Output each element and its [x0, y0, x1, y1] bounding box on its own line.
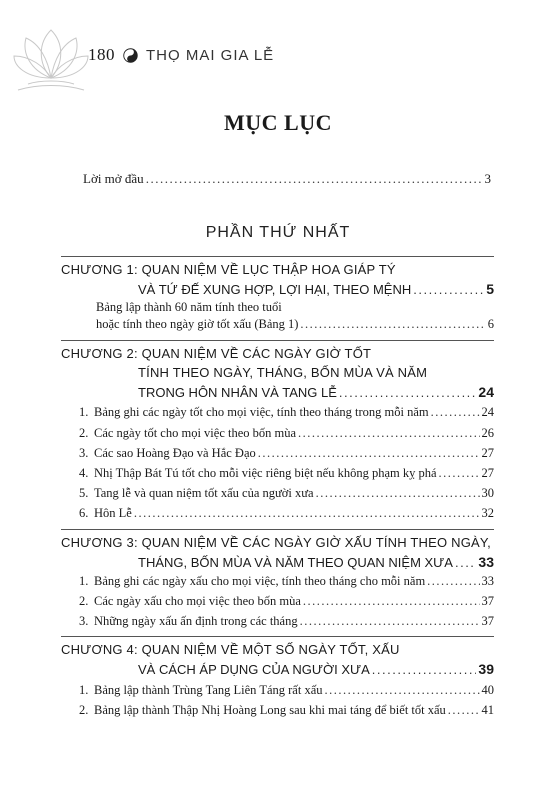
dot-leader — [431, 405, 480, 420]
entry-number: 3. — [79, 446, 89, 460]
dot-leader — [298, 426, 479, 441]
chapter-divider — [61, 340, 494, 341]
entry-number: 3. — [79, 614, 89, 628]
entry-number: 1. — [79, 574, 89, 588]
toc-page-number: 32 — [481, 506, 494, 520]
chapter-4-heading-line2[interactable] — [138, 661, 494, 677]
chapter-3-heading-line2[interactable] — [138, 554, 494, 570]
toc-page-number: 27 — [481, 466, 494, 480]
toc-page-number: 26 — [481, 426, 494, 440]
entry-number: 1. — [79, 405, 89, 419]
toc-entry-label: Bảng lập thành 60 năm tính theo tuổi — [96, 300, 282, 314]
toc-entry[interactable] — [79, 683, 494, 698]
chapter-heading-text: TRONG HÔN NHÂN VÀ TANG LỄ — [138, 385, 337, 400]
page-title: MỤC LỤC — [224, 110, 332, 135]
toc-entry-label: Tang lễ và quan niệm tốt xấu của người xưa — [94, 486, 314, 500]
toc-page-number: 3 — [484, 171, 491, 186]
toc-entry-label: Hôn Lễ — [94, 506, 132, 520]
toc-entry[interactable] — [79, 574, 494, 589]
toc-entry-label: Các ngày xấu cho mọi việc theo bốn mùa — [94, 594, 301, 608]
toc-entry[interactable] — [79, 594, 494, 609]
running-header — [88, 45, 274, 65]
toc-entry-label: Bảng lập thành Thập Nhị Hoàng Long sau khi mai táng để biết tốt xấu — [94, 703, 446, 717]
chapter-heading-text: VÀ CÁCH ÁP DỤNG CỦA NGƯỜI XƯA — [138, 662, 370, 677]
dot-leader — [300, 614, 480, 629]
toc-page-number: 24 — [481, 405, 494, 419]
toc-entry-label: Bảng lập thành Trùng Tang Liên Táng rất xấu — [94, 683, 323, 697]
toc-entry-label: Lời mở đầu — [83, 171, 144, 186]
chapter-3-heading-line1[interactable]: CHƯƠNG 3: QUAN NIỆM VỀ CÁC NGÀY GIỜ XẤU TÍNH THEO NGÀY, — [61, 535, 491, 550]
toc-entry[interactable] — [79, 446, 494, 461]
chapter-1-heading-line1[interactable]: CHƯƠNG 1: QUAN NIỆM VỀ LỤC THẬP HOA GIÁP TÝ — [61, 262, 396, 277]
toc-entry-label: Các sao Hoàng Đạo và Hắc Đạo — [94, 446, 256, 460]
dot-leader — [134, 506, 480, 521]
chapter-page-number: 33 — [478, 554, 494, 570]
dot-leader — [258, 446, 480, 461]
entry-number: 2. — [79, 703, 89, 717]
chapter-heading-text: VÀ TỨ ĐẾ XUNG HỢP, LỢI HẠI, THEO MỆNH — [138, 282, 412, 297]
toc-entry-label: Bảng ghi các ngày tốt cho mọi việc, tính theo tháng trong mỗi năm — [94, 405, 429, 419]
lotus-ornament-icon — [8, 8, 94, 94]
toc-entry[interactable] — [79, 405, 494, 420]
toc-entry[interactable] — [79, 466, 494, 481]
toc-entry[interactable] — [96, 300, 494, 315]
dot-leader — [339, 385, 477, 400]
toc-page-number: 30 — [481, 486, 494, 500]
toc-page-number: 40 — [481, 683, 494, 697]
dot-leader — [413, 282, 484, 297]
dot-leader — [325, 683, 480, 698]
entry-number: 2. — [79, 426, 89, 440]
chapter-divider — [61, 256, 494, 257]
dot-leader — [448, 703, 480, 718]
chapter-heading-text: THÁNG, BỐN MÙA VÀ NĂM THEO QUAN NIỆM XƯA — [138, 555, 453, 570]
toc-page-number: 33 — [481, 574, 494, 588]
chapter-1-heading-line2[interactable] — [138, 281, 494, 297]
dot-leader — [455, 555, 476, 570]
part-heading: PHẦN THỨ NHẤT — [205, 224, 351, 241]
book-title: THỌ MAI GIA LỄ — [146, 46, 275, 64]
page-number: 180 — [88, 45, 115, 64]
chapter-2-heading-line3[interactable] — [138, 384, 494, 400]
dot-leader — [303, 594, 480, 609]
dot-leader — [439, 466, 480, 481]
toc-page-number: 37 — [481, 614, 494, 628]
toc-entry[interactable] — [79, 486, 494, 501]
entry-number: 1. — [79, 683, 89, 697]
dot-leader — [300, 317, 485, 332]
entry-number: 5. — [79, 486, 89, 500]
toc-entry[interactable] — [96, 317, 494, 332]
toc-entry-label: Nhị Thập Bát Tú tốt cho mỗi việc riêng biệt nếu không phạm kỵ phá — [94, 466, 437, 480]
toc-entry[interactable] — [79, 614, 494, 629]
toc-entry[interactable] — [79, 426, 494, 441]
toc-entry-intro[interactable] — [83, 171, 491, 187]
toc-entry-label: Bảng ghi các ngày xấu cho mọi việc, tính theo tháng cho mỗi năm — [94, 574, 426, 588]
chapter-2-heading-line1[interactable]: CHƯƠNG 2: QUAN NIỆM VỀ CÁC NGÀY GIỜ TỐT — [61, 346, 372, 361]
chapter-divider — [61, 529, 494, 530]
chapter-page-number: 24 — [478, 384, 494, 400]
toc-page-number: 27 — [481, 446, 494, 460]
chapter-page-number: 39 — [478, 661, 494, 677]
toc-entry-label: hoặc tính theo ngày giờ tốt xấu (Bảng 1) — [96, 317, 299, 331]
chapter-divider — [61, 636, 494, 637]
dot-leader — [372, 662, 477, 677]
toc-page-number: 6 — [487, 317, 494, 331]
toc-entry-label: Những ngày xấu ấn định trong các tháng — [94, 614, 298, 628]
dot-leader — [316, 486, 480, 501]
entry-number: 4. — [79, 466, 89, 480]
entry-number: 2. — [79, 594, 89, 608]
toc-entry[interactable] — [79, 703, 494, 718]
chapter-page-number: 5 — [486, 281, 494, 297]
toc-entry[interactable] — [79, 506, 494, 521]
dot-leader — [427, 574, 479, 589]
dot-leader — [146, 171, 483, 187]
toc-page-number: 41 — [481, 703, 494, 717]
toc-entry-label: Các ngày tốt cho mọi việc theo bốn mùa — [94, 426, 297, 440]
chapter-4-heading-line1[interactable]: CHƯƠNG 4: QUAN NIỆM VỀ MỘT SỐ NGÀY TỐT, XẤU — [61, 642, 400, 657]
entry-number: 6. — [79, 506, 89, 520]
chapter-2-heading-line2[interactable]: TÍNH THEO NGÀY, THÁNG, BỐN MÙA VÀ NĂM — [138, 365, 428, 380]
toc-page-number: 37 — [481, 594, 494, 608]
yin-yang-icon — [123, 48, 138, 63]
